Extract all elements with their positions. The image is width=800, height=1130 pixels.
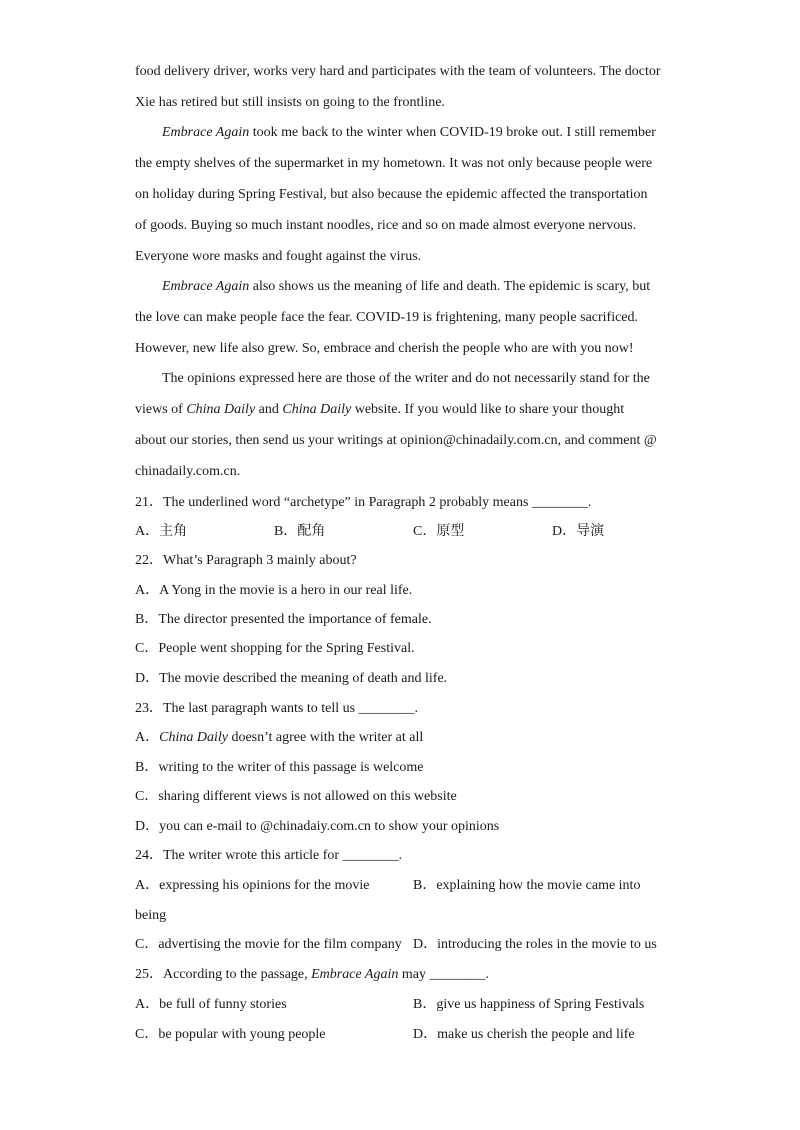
text: the love can make people face the fear. COVID-19 is frightening, many people sacrificed. [135,310,639,325]
text: A． [135,730,160,745]
option-d [135,818,499,836]
paragraph-line [135,463,240,481]
movie-title: Embrace Again [162,125,250,140]
newspaper-title: China Daily [186,402,256,417]
text: B．配角 [274,524,326,539]
option-b [413,877,640,895]
text: B．writing to the writer of this passage is welcome [135,760,424,775]
option-c [135,640,415,658]
option-b-continued [135,907,166,925]
newspaper-title: China Daily [159,730,228,745]
text: D．you can e-mail to @chinadaiy.com.cn to show your opinions [135,819,500,834]
movie-title: Embrace Again [162,279,250,294]
text: doesn’t agree with the writer at all [227,730,424,745]
text: D．make us cherish the people and life [413,1027,635,1042]
text: C．advertising the movie for the film company [135,937,402,952]
question-stem [135,966,489,984]
text: A．主角 [135,524,188,539]
option-b [135,611,432,629]
text: also shows us the meaning of life and death. The epidemic is scary, but [249,279,651,294]
question-stem [135,847,402,865]
text: the empty shelves of the supermarket in my hometown. It was not only because people were [135,156,653,171]
text: D．导演 [552,524,605,539]
paragraph-line [162,124,656,142]
text: 21．The underlined word “archetype” in Paragraph 2 probably means ________. [135,495,592,510]
paragraph-line [162,370,650,388]
option-d [413,936,657,954]
paragraph-line [135,186,648,204]
text: about our stories, then send us your writings at opinion@chinadaily.com.cn, and comment @ [135,433,657,448]
option-a [135,729,423,747]
text: of goods. Buying so much instant noodles, rice and so on made almost everyone nervous. [135,218,637,233]
text: B．The director presented the importance of female. [135,612,432,627]
text: C．People went shopping for the Spring Festival. [135,641,415,656]
movie-title: Embrace Again [311,967,399,982]
option-d [413,1026,635,1044]
option-b [274,523,325,541]
option-b [135,759,424,777]
text: C．原型 [413,524,465,539]
text: 22．What’s Paragraph 3 mainly about? [135,553,357,568]
paragraph-line [135,248,421,266]
option-d [552,523,604,541]
paragraph-line [135,340,633,358]
text: and [255,402,283,417]
option-c [135,788,457,806]
option-a [135,523,187,541]
text: food delivery driver, works very hard and participates with the team of volunteers. The doctor [135,64,661,79]
paragraph-line [135,155,652,173]
text: website. If you would like to share your thought [351,402,625,417]
paragraph-line [162,278,650,296]
question-stem [135,700,418,718]
text: A．be full of funny stories [135,997,287,1012]
text: B．explaining how the movie came into [413,878,641,893]
text: being [135,908,167,923]
paragraph-line [135,432,657,450]
option-d [135,670,447,688]
text: 25．According to the passage, [135,967,312,982]
option-c [413,523,464,541]
text: C．sharing different views is not allowed on this website [135,789,457,804]
text: A．A Yong in the movie is a hero in our real life. [135,583,413,598]
text: chinadaily.com.cn. [135,464,241,479]
question-stem [135,552,357,570]
text: 23．The last paragraph wants to tell us ________. [135,701,419,716]
newspaper-title: China Daily [282,402,352,417]
text: D．introducing the roles in the movie to us [413,937,657,952]
option-a [135,582,412,600]
text: may ________. [398,967,489,982]
text: B．give us happiness of Spring Festivals [413,997,645,1012]
text: The opinions expressed here are those of the writer and do not necessarily stand for the [162,371,650,386]
option-a [135,996,287,1014]
paragraph-line [135,63,661,81]
paragraph-line [135,217,636,235]
option-c [135,936,402,954]
option-b [413,996,644,1014]
paragraph-line [135,94,445,112]
text: views of [135,402,187,417]
text: on holiday during Spring Festival, but also because the epidemic affected the transportation [135,187,648,202]
text: However, new life also grew. So, embrace and cherish the people who are with you now! [135,341,634,356]
option-a [135,877,369,895]
text: 24．The writer wrote this article for ________. [135,848,403,863]
text: A．expressing his opinions for the movie [135,878,370,893]
text: Everyone wore masks and fought against the virus. [135,249,422,264]
text: C．be popular with young people [135,1027,326,1042]
text: Xie has retired but still insists on going to the frontline. [135,95,445,110]
question-stem [135,494,591,512]
text: D．The movie described the meaning of death and life. [135,671,448,686]
option-c [135,1026,326,1044]
text: took me back to the winter when COVID-19 broke out. I still remember [249,125,656,140]
paragraph-line [135,309,638,327]
paragraph-line [135,401,624,419]
